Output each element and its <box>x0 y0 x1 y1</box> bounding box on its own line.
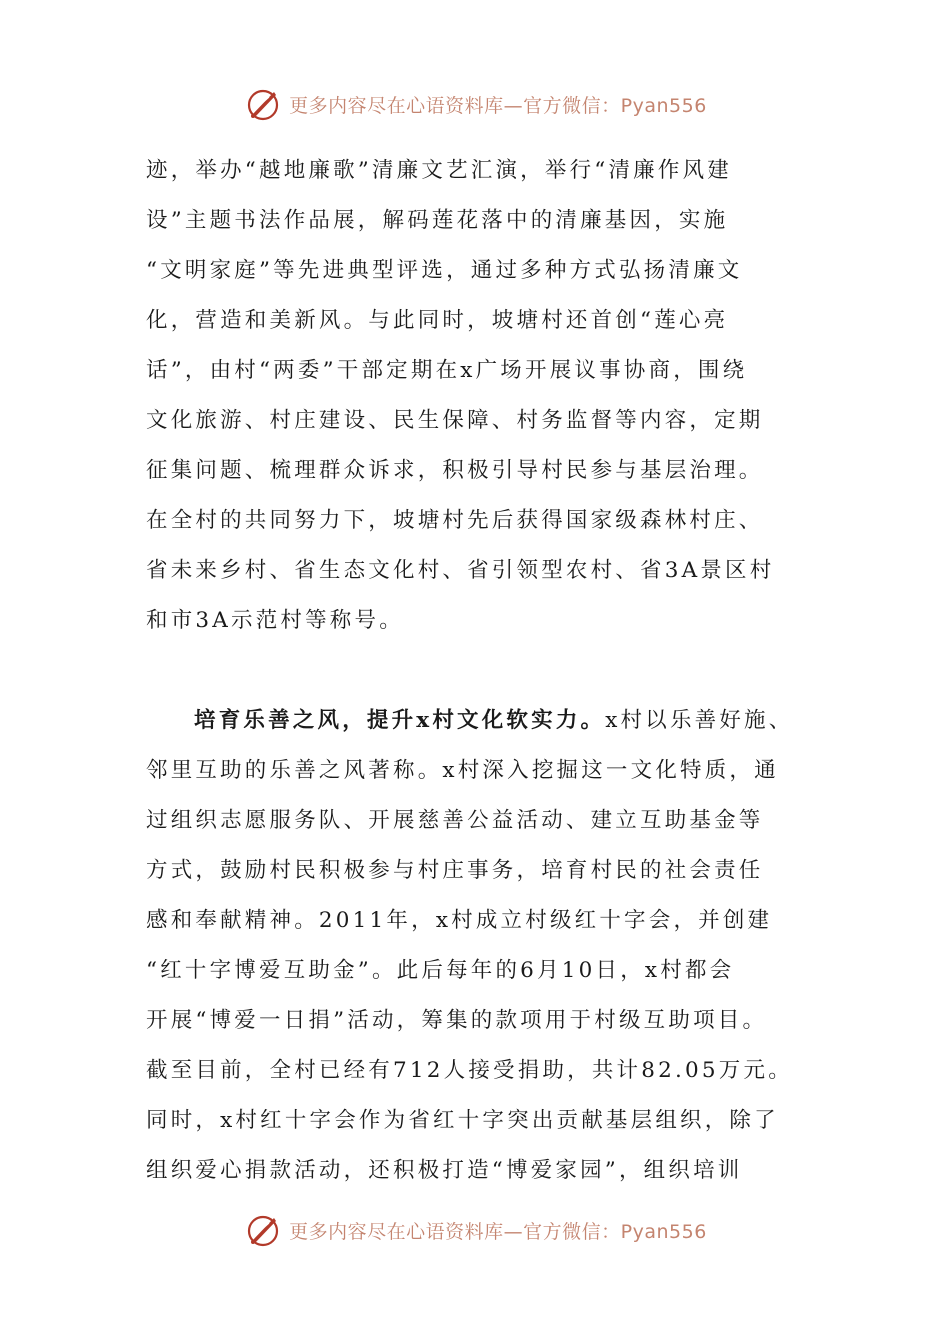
paragraph-first-line-text: x村以乐善好施、 <box>605 708 794 733</box>
text-line: 和市3A示范村等称号。 <box>146 608 404 633</box>
text-line: 邻里互助的乐善之风著称。x村深入挖掘这一文化特质，通 <box>146 758 779 783</box>
text-line: 话”，由村“两委”干部定期在x广场开展议事协商，围绕 <box>146 358 748 383</box>
document-body <box>146 146 816 1196</box>
text-line: 感和奉献精神。2011年，x村成立村级红十字会，并创建 <box>146 908 773 933</box>
paragraph-2 <box>146 696 816 1196</box>
text-line: 在全村的共同努力下，坡塘村先后获得国家级森林村庄、 <box>146 508 764 533</box>
quill-pen-circle-icon <box>243 84 283 124</box>
text-line: 过组织志愿服务队、开展慈善公益活动、建立互助基金等 <box>146 808 764 833</box>
text-line: 迹，举办“越地廉歌”清廉文艺汇演，举行“清廉作风建 <box>146 158 732 183</box>
footer-banner <box>0 1208 950 1252</box>
header-banner <box>0 82 950 126</box>
header-brand-text: 更多内容尽在心语资料库—官方微信：Pyan556 <box>289 94 707 117</box>
paragraph-spacer <box>146 646 816 696</box>
paragraph-first-line <box>146 696 816 746</box>
footer-brand-text: 更多内容尽在心语资料库—官方微信：Pyan556 <box>289 1220 707 1243</box>
quill-pen-circle-icon <box>243 1210 283 1250</box>
text-line: 化，营造和美新风。与此同时，坡塘村还首创“莲心亮 <box>146 308 729 333</box>
text-line: 设”主题书法作品展，解码莲花落中的清廉基因，实施 <box>146 208 729 233</box>
text-line: 开展“博爱一日捐”活动，筹集的款项用于村级互助项目。 <box>146 1008 768 1033</box>
text-line: 省未来乡村、省生态文化村、省引领型农村、省3A景区村 <box>146 558 775 583</box>
text-line: “文明家庭”等先进典型评选，通过多种方式弘扬清廉文 <box>146 258 743 283</box>
text-line: 组织爱心捐款活动，还积极打造“博爱家园”，组织培训 <box>146 1158 743 1183</box>
paragraph-heading: 培育乐善之风，提升x村文化软实力。 <box>194 708 606 733</box>
text-line: 征集问题、梳理群众诉求，积极引导村民参与基层治理。 <box>146 458 764 483</box>
paragraph-1 <box>146 146 816 646</box>
text-line: 文化旅游、村庄建设、民生保障、村务监督等内容，定期 <box>146 408 764 433</box>
text-line: 同时，x村红十字会作为省红十字突出贡献基层组织，除了 <box>146 1108 779 1133</box>
text-line: 截至目前，全村已经有712人接受捐助，共计82.05万元。 <box>146 1058 793 1083</box>
text-line: “红十字博爱互助金”。此后每年的6月10日，x村都会 <box>146 958 735 983</box>
text-line: 方式，鼓励村民积极参与村庄事务，培育村民的社会责任 <box>146 858 764 883</box>
